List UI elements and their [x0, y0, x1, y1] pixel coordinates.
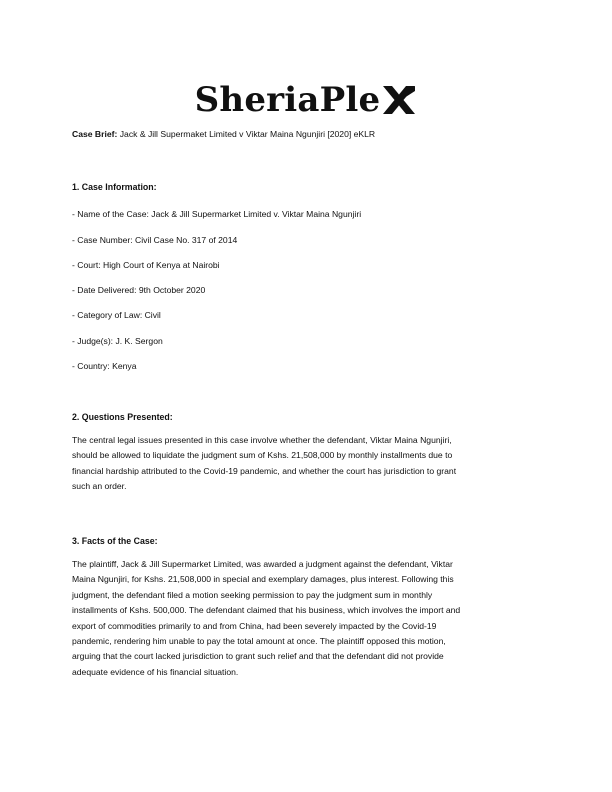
paragraph-line: export of commodities primarily to and from China, had been severely impacted by the Covid-19	[72, 620, 437, 631]
case-brief-label: Case Brief:	[72, 129, 118, 139]
paragraph-line: such an order.	[72, 481, 127, 492]
info-judges: - Judge(s): J. K. Sergon	[72, 336, 163, 346]
paragraph-line: should be allowed to liquidate the judgment sum of Kshs. 21,508,000 by monthly installments due to	[72, 450, 453, 461]
paragraph-line: Maina Ngunjiri, for Kshs. 21,508,000 in special and exemplary damages, plus interest. Following this	[72, 574, 454, 585]
facts-of-the-case-heading: 3. Facts of the Case:	[72, 536, 158, 546]
logo-wordmark	[195, 76, 418, 124]
paragraph-line: judgment, the defendant filed a motion seeking permission to pay the judgment sum in monthly	[72, 589, 433, 600]
sheriaplex-logo	[0, 76, 612, 124]
facts-of-the-case-paragraph	[72, 557, 542, 680]
info-case-number: - Case Number: Civil Case No. 317 of 2014	[72, 235, 238, 245]
paragraph-line: installments of Kshs. 500,000. The defendant claimed that his business, which involves the import and	[72, 605, 461, 616]
info-country: - Country: Kenya	[72, 361, 137, 371]
info-court: - Court: High Court of Kenya at Nairobi	[72, 260, 220, 270]
logo-text: SheriaPle	[194, 80, 381, 120]
info-category-of-law: - Category of Law: Civil	[72, 310, 161, 320]
paragraph-line: adequate evidence of his financial situation.	[72, 666, 239, 677]
case-brief-title: Jack & Jill Supermaket Limited v Viktar Maina Ngunjiri [2020] eKLR	[117, 129, 376, 139]
info-date-delivered: - Date Delivered: 9th October 2020	[72, 285, 206, 295]
info-case-name: - Name of the Case: Jack & Jill Supermarket Limited v. Viktar Maina Ngunjiri	[72, 209, 362, 219]
case-information-heading: 1. Case Information:	[72, 182, 157, 192]
questions-presented-heading: 2. Questions Presented:	[72, 412, 173, 422]
questions-presented-paragraph	[72, 433, 542, 495]
paragraph-line: pandemic, rendering him unable to pay the total amount at once. The plaintiff opposed this motion,	[72, 636, 446, 647]
paragraph-line: arguing that the court lacked jurisdiction to grant such relief and that the defendant did not provide	[72, 651, 444, 662]
x-logo-mark-icon	[381, 83, 417, 117]
paragraph-line: The central legal issues presented in this case involve whether the defendant, Viktar Maina Ngunjiri,	[72, 435, 452, 445]
case-brief-line	[72, 129, 375, 139]
paragraph-line: The plaintiff, Jack & Jill Supermarket Limited, was awarded a judgment against the defendant, Viktar	[72, 559, 453, 569]
paragraph-line: financial hardship attributed to the Covid-19 pandemic, and whether the court has jurisdiction to grant	[72, 465, 457, 476]
